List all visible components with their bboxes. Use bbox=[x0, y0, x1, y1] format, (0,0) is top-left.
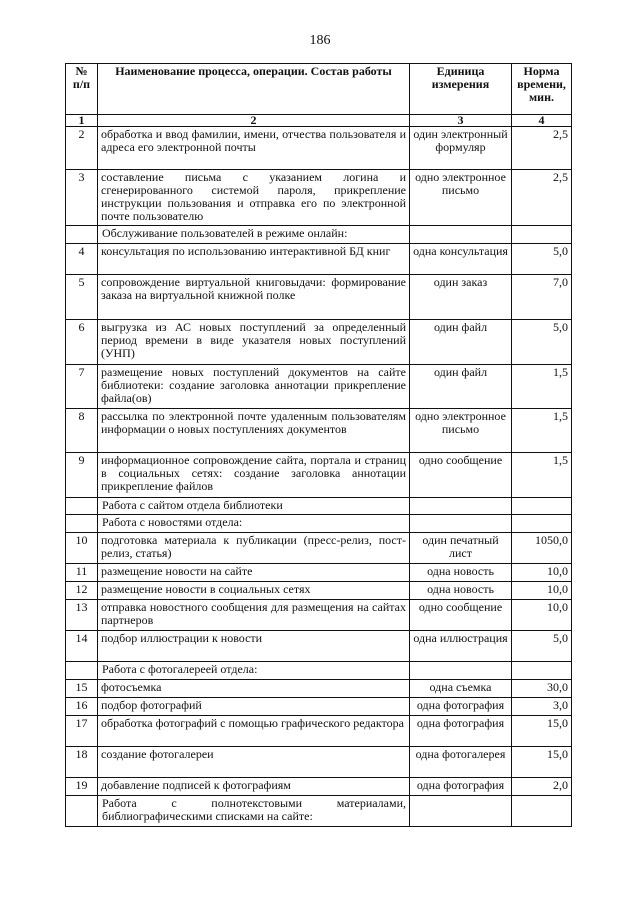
row-number: 12 bbox=[66, 582, 98, 600]
table-row bbox=[66, 275, 572, 320]
row-number: 10 bbox=[66, 533, 98, 564]
header-num: № п/п bbox=[66, 64, 98, 115]
row-unit bbox=[410, 515, 512, 533]
row-norm: 7,0 bbox=[512, 275, 572, 320]
row-unit: одно сообщение bbox=[410, 600, 512, 631]
section-row bbox=[66, 515, 572, 533]
row-norm: 3,0 bbox=[512, 698, 572, 716]
table-row bbox=[66, 170, 572, 226]
table-row bbox=[66, 453, 572, 498]
row-norm: 1,5 bbox=[512, 409, 572, 453]
row-norm: 2,5 bbox=[512, 170, 572, 226]
row-description: рассылка по электронной почте удаленным пользователям информации о новых поступлениях документов bbox=[98, 409, 410, 453]
table-row bbox=[66, 244, 572, 275]
row-description: обработка фотографий с помощью графического редактора bbox=[98, 716, 410, 747]
row-description: Работа с новостями отдела: bbox=[98, 515, 410, 533]
row-number: 5 bbox=[66, 275, 98, 320]
row-norm: 2,0 bbox=[512, 778, 572, 796]
row-number: 15 bbox=[66, 680, 98, 698]
row-number: 19 bbox=[66, 778, 98, 796]
section-row bbox=[66, 226, 572, 244]
row-unit: один электронный формуляр bbox=[410, 127, 512, 170]
column-number: 3 bbox=[410, 115, 512, 127]
row-description: создание фотогалереи bbox=[98, 747, 410, 778]
row-description: Работа с полнотекстовыми материалами, библиографическими списками на сайте: bbox=[98, 796, 410, 827]
table-row bbox=[66, 564, 572, 582]
row-number: 11 bbox=[66, 564, 98, 582]
row-description: выгрузка из АС новых поступлений за определенный период времени в виде указателя новых поступлений (УНП) bbox=[98, 320, 410, 365]
row-number bbox=[66, 515, 98, 533]
row-number: 4 bbox=[66, 244, 98, 275]
row-description: размещение новости на сайте bbox=[98, 564, 410, 582]
row-description: составление письма с указанием логина и сгенерированного системой пароля, прикрепление инструкции пользования и отправка его по электронной почте пользователю bbox=[98, 170, 410, 226]
row-unit: одна новость bbox=[410, 564, 512, 582]
table-row bbox=[66, 409, 572, 453]
row-norm bbox=[512, 662, 572, 680]
row-norm: 5,0 bbox=[512, 320, 572, 365]
table-row bbox=[66, 698, 572, 716]
row-description: обработка и ввод фамилии, имени, отчества пользователя и адреса его электронной почты bbox=[98, 127, 410, 170]
header-name: Наименование процесса, операции. Состав работы bbox=[98, 64, 410, 115]
row-description: сопровождение виртуальной книговыдачи: формирование заказа на виртуальной книжной полке bbox=[98, 275, 410, 320]
time-norms-table bbox=[65, 63, 572, 827]
table-row bbox=[66, 680, 572, 698]
row-number bbox=[66, 498, 98, 515]
row-unit: одна консультация bbox=[410, 244, 512, 275]
row-description: Работа с фотогалереей отдела: bbox=[98, 662, 410, 680]
row-description: Обслуживание пользователей в режиме онлайн: bbox=[98, 226, 410, 244]
table-row bbox=[66, 747, 572, 778]
row-norm bbox=[512, 796, 572, 827]
row-description: добавление подписей к фотографиям bbox=[98, 778, 410, 796]
row-description: размещение новости в социальных сетях bbox=[98, 582, 410, 600]
row-number: 7 bbox=[66, 365, 98, 409]
row-unit bbox=[410, 796, 512, 827]
table-row bbox=[66, 631, 572, 662]
row-number: 3 bbox=[66, 170, 98, 226]
table-row bbox=[66, 716, 572, 747]
row-description: подбор фотографий bbox=[98, 698, 410, 716]
row-number: 18 bbox=[66, 747, 98, 778]
row-unit: одна фотография bbox=[410, 778, 512, 796]
row-norm bbox=[512, 498, 572, 515]
row-unit: одно электронное письмо bbox=[410, 170, 512, 226]
row-unit: одно электронное письмо bbox=[410, 409, 512, 453]
section-row bbox=[66, 662, 572, 680]
table-row bbox=[66, 320, 572, 365]
row-description: размещение новых поступлений документов на сайте библиотеки: создание заголовка аннотации прикрепление файла(ов) bbox=[98, 365, 410, 409]
column-numbers-row bbox=[66, 115, 572, 127]
table-row bbox=[66, 778, 572, 796]
row-description: отправка новостного сообщения для размещения на сайтах партнеров bbox=[98, 600, 410, 631]
row-unit bbox=[410, 662, 512, 680]
header-unit: Единица измерения bbox=[410, 64, 512, 115]
row-unit: один заказ bbox=[410, 275, 512, 320]
row-norm: 1,5 bbox=[512, 365, 572, 409]
column-number: 2 bbox=[98, 115, 410, 127]
table-row bbox=[66, 582, 572, 600]
row-norm: 30,0 bbox=[512, 680, 572, 698]
header-norm: Норма времени, мин. bbox=[512, 64, 572, 115]
row-number: 8 bbox=[66, 409, 98, 453]
row-number: 13 bbox=[66, 600, 98, 631]
row-norm: 10,0 bbox=[512, 564, 572, 582]
row-norm: 5,0 bbox=[512, 244, 572, 275]
page-number: 186 bbox=[309, 33, 331, 48]
row-number: 6 bbox=[66, 320, 98, 365]
row-unit: один файл bbox=[410, 365, 512, 409]
row-norm: 15,0 bbox=[512, 716, 572, 747]
row-norm: 5,0 bbox=[512, 631, 572, 662]
row-number: 14 bbox=[66, 631, 98, 662]
row-norm: 1050,0 bbox=[512, 533, 572, 564]
row-number: 17 bbox=[66, 716, 98, 747]
row-unit bbox=[410, 226, 512, 244]
row-number: 2 bbox=[66, 127, 98, 170]
row-unit: одна съемка bbox=[410, 680, 512, 698]
row-unit: одна иллюстрация bbox=[410, 631, 512, 662]
column-number: 4 bbox=[512, 115, 572, 127]
table-body bbox=[66, 115, 572, 827]
row-number bbox=[66, 796, 98, 827]
row-unit: один печатный лист bbox=[410, 533, 512, 564]
row-unit bbox=[410, 498, 512, 515]
row-norm: 15,0 bbox=[512, 747, 572, 778]
row-description: информационное сопровождение сайта, портала и страниц в социальных сетях: создание заголовка аннотации прикрепление файлов bbox=[98, 453, 410, 498]
column-number: 1 bbox=[66, 115, 98, 127]
row-description: консультация по использованию интерактивной БД книг bbox=[98, 244, 410, 275]
row-unit: одна фотография bbox=[410, 698, 512, 716]
row-unit: одно сообщение bbox=[410, 453, 512, 498]
row-description: Работа с сайтом отдела библиотеки bbox=[98, 498, 410, 515]
row-number bbox=[66, 662, 98, 680]
row-description: подготовка материала к публикации (пресс-релиз, пост-релиз, статья) bbox=[98, 533, 410, 564]
row-number bbox=[66, 226, 98, 244]
row-unit: один файл bbox=[410, 320, 512, 365]
section-row bbox=[66, 498, 572, 515]
row-unit: одна новость bbox=[410, 582, 512, 600]
table-row bbox=[66, 533, 572, 564]
row-number: 9 bbox=[66, 453, 98, 498]
table-row bbox=[66, 127, 572, 170]
table-row bbox=[66, 365, 572, 409]
row-norm bbox=[512, 226, 572, 244]
section-row bbox=[66, 796, 572, 827]
row-unit: одна фотография bbox=[410, 716, 512, 747]
row-norm bbox=[512, 515, 572, 533]
header-row bbox=[66, 64, 572, 115]
row-description: подбор иллюстрации к новости bbox=[98, 631, 410, 662]
row-norm: 2,5 bbox=[512, 127, 572, 170]
row-description: фотосъемка bbox=[98, 680, 410, 698]
row-norm: 10,0 bbox=[512, 582, 572, 600]
row-norm: 1,5 bbox=[512, 453, 572, 498]
row-number: 16 bbox=[66, 698, 98, 716]
row-unit: одна фотогалерея bbox=[410, 747, 512, 778]
table-row bbox=[66, 600, 572, 631]
row-norm: 10,0 bbox=[512, 600, 572, 631]
